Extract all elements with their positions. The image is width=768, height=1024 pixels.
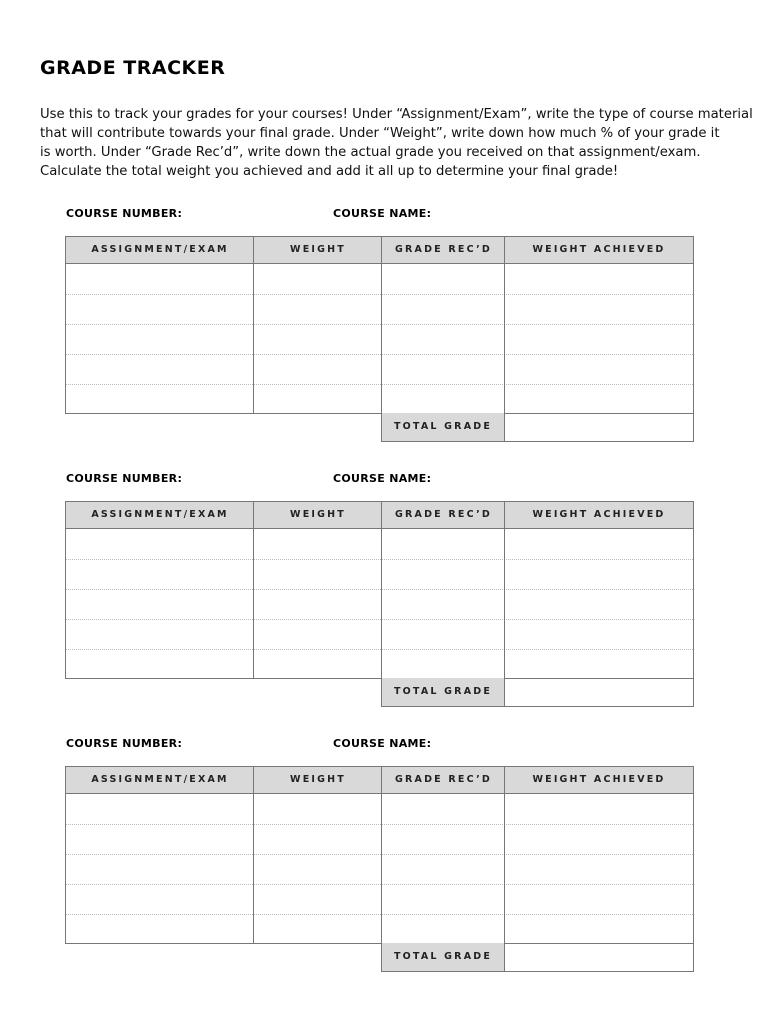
table-cell[interactable] (254, 384, 382, 414)
table-cell[interactable] (382, 529, 505, 559)
table-cell[interactable] (254, 529, 382, 559)
table-cell[interactable] (254, 914, 382, 944)
table-cell[interactable] (382, 559, 505, 589)
instructions-line: that will contribute towards your final grade. Under “Weight”, write down how much % of your grade it (40, 126, 720, 141)
table-cell[interactable] (254, 794, 382, 824)
table-cell[interactable] (382, 914, 505, 944)
column-divider (381, 502, 382, 678)
instructions-line: is worth. Under “Grade Rec’d”, write down the actual grade you received on that assignment/exam. (40, 145, 701, 160)
column-divider (253, 767, 254, 943)
table-cell[interactable] (382, 619, 505, 649)
column-header: WEIGHT ACHIEVED (532, 774, 666, 785)
instructions-line: Calculate the total weight you achieved and add it all up to determine your final grade! (40, 164, 619, 179)
column-header: WEIGHT (290, 244, 346, 255)
table-cell[interactable] (382, 824, 505, 854)
table-cell[interactable] (505, 559, 693, 589)
column-divider (504, 502, 505, 678)
course-number-label: COURSE NUMBER: (66, 207, 183, 220)
table-cell[interactable] (254, 619, 382, 649)
column-divider (381, 767, 382, 943)
total-grade-field[interactable] (505, 413, 693, 441)
table-cell[interactable] (505, 384, 693, 414)
table-cell[interactable] (505, 294, 693, 324)
table-cell[interactable] (254, 589, 382, 619)
column-header: WEIGHT (290, 509, 346, 520)
total-grade-field[interactable] (505, 943, 693, 971)
course-section (0, 472, 768, 722)
table-cell[interactable] (254, 824, 382, 854)
column-divider (253, 237, 254, 413)
column-header: WEIGHT (290, 774, 346, 785)
table-cell[interactable] (505, 354, 693, 384)
total-grade-row (381, 678, 694, 707)
table-cell[interactable] (66, 384, 254, 414)
table-cell[interactable] (382, 794, 505, 824)
table-cell[interactable] (505, 914, 693, 944)
grade-table (65, 501, 694, 679)
table-cell[interactable] (66, 529, 254, 559)
instructions (40, 105, 760, 181)
table-cell[interactable] (66, 354, 254, 384)
course-section (0, 207, 768, 457)
course-number-label: COURSE NUMBER: (66, 737, 183, 750)
table-cell[interactable] (66, 794, 254, 824)
table-header (66, 767, 693, 794)
table-cell[interactable] (382, 589, 505, 619)
grade-table (65, 236, 694, 414)
table-cell[interactable] (382, 324, 505, 354)
table-cell[interactable] (66, 824, 254, 854)
column-divider (381, 237, 382, 413)
column-divider (504, 237, 505, 413)
course-name-label: COURSE NAME: (333, 737, 432, 750)
table-cell[interactable] (66, 619, 254, 649)
total-grade-row (381, 413, 694, 442)
grade-table (65, 766, 694, 944)
table-cell[interactable] (254, 294, 382, 324)
table-cell[interactable] (505, 884, 693, 914)
total-grade-row (381, 943, 694, 972)
table-cell[interactable] (254, 884, 382, 914)
course-name-label: COURSE NAME: (333, 207, 432, 220)
table-cell[interactable] (505, 529, 693, 559)
table-cell[interactable] (254, 649, 382, 679)
table-cell[interactable] (254, 559, 382, 589)
total-grade-field[interactable] (505, 678, 693, 706)
column-divider (253, 502, 254, 678)
table-cell[interactable] (382, 854, 505, 884)
column-header: WEIGHT ACHIEVED (532, 509, 666, 520)
column-header: ASSIGNMENT/EXAM (91, 509, 229, 520)
table-header (66, 237, 693, 264)
table-cell[interactable] (505, 324, 693, 354)
table-cell[interactable] (66, 649, 254, 679)
table-cell[interactable] (66, 589, 254, 619)
table-cell[interactable] (505, 794, 693, 824)
column-header: WEIGHT ACHIEVED (532, 244, 666, 255)
table-cell[interactable] (254, 324, 382, 354)
table-cell[interactable] (505, 264, 693, 294)
table-cell[interactable] (382, 384, 505, 414)
course-number-label: COURSE NUMBER: (66, 472, 183, 485)
table-cell[interactable] (66, 854, 254, 884)
table-cell[interactable] (382, 649, 505, 679)
total-grade-label: TOTAL GRADE (382, 413, 505, 441)
table-cell[interactable] (66, 884, 254, 914)
table-cell[interactable] (505, 649, 693, 679)
table-cell[interactable] (382, 354, 505, 384)
table-cell[interactable] (382, 884, 505, 914)
course-name-label: COURSE NAME: (333, 472, 432, 485)
table-cell[interactable] (505, 589, 693, 619)
table-cell[interactable] (66, 914, 254, 944)
column-divider (504, 767, 505, 943)
table-cell[interactable] (505, 619, 693, 649)
column-header: ASSIGNMENT/EXAM (91, 774, 229, 785)
table-cell[interactable] (505, 854, 693, 884)
table-cell[interactable] (254, 854, 382, 884)
table-cell[interactable] (66, 559, 254, 589)
table-cell[interactable] (254, 264, 382, 294)
course-section (0, 737, 768, 987)
table-cell[interactable] (254, 354, 382, 384)
table-header (66, 502, 693, 529)
table-cell[interactable] (382, 264, 505, 294)
total-grade-label: TOTAL GRADE (382, 943, 505, 971)
total-grade-label: TOTAL GRADE (382, 678, 505, 706)
column-header: GRADE REC’D (395, 244, 492, 255)
table-cell[interactable] (66, 264, 254, 294)
table-cell[interactable] (66, 294, 254, 324)
instructions-line: Use this to track your grades for your courses! Under “Assignment/Exam”, write the type of course material (40, 107, 753, 122)
table-cell[interactable] (66, 324, 254, 354)
column-header: GRADE REC’D (395, 509, 492, 520)
table-cell[interactable] (382, 294, 505, 324)
page-title: GRADE TRACKER (40, 57, 226, 79)
column-header: ASSIGNMENT/EXAM (91, 244, 229, 255)
column-header: GRADE REC’D (395, 774, 492, 785)
table-cell[interactable] (505, 824, 693, 854)
